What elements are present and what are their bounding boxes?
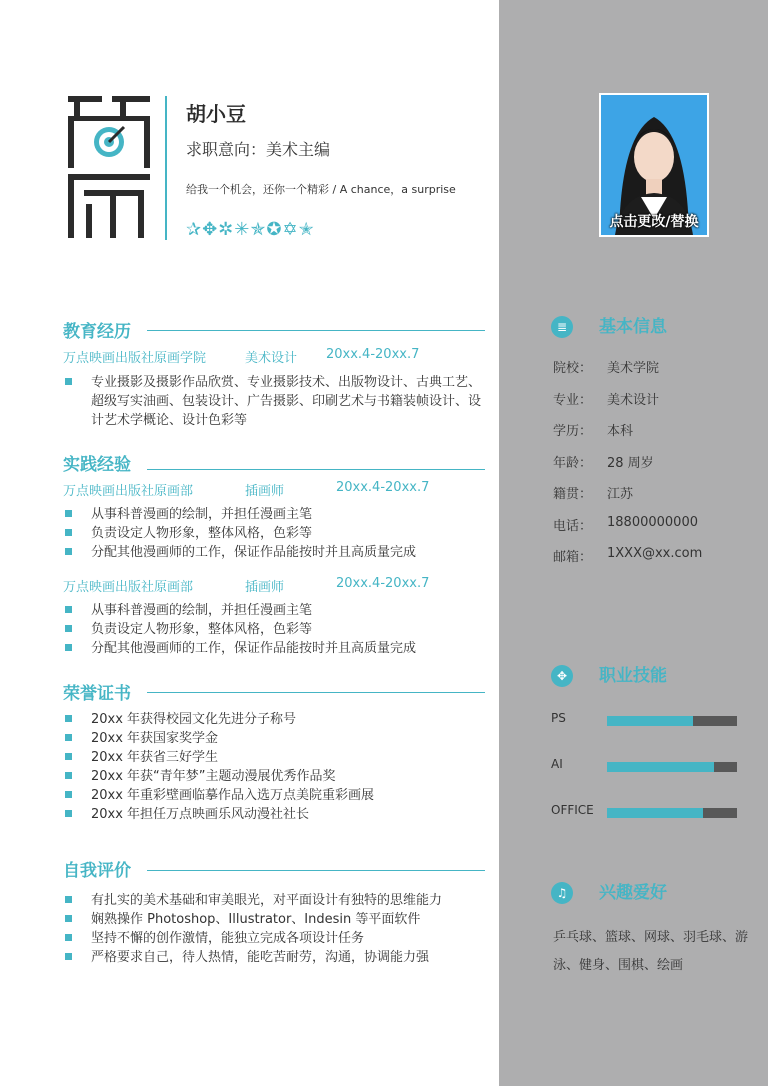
education-period: 20xx.4-20xx.7 [326,347,420,362]
skill-bar [607,808,737,818]
list-item: 20xx 年获“青年梦”主题动漫展优秀作品奖 [63,767,483,786]
practice-company: 万点映画出版社原画部 [63,484,194,499]
document-icon: ≣ [551,316,573,338]
honors-title: 荣誉证书 [63,684,131,704]
education-divider [147,330,485,331]
hobbies-title: 兴趣爱好 [599,883,667,903]
info-value: 1XXX@xx.com [607,546,703,561]
info-label: 院校： [553,361,593,376]
list-item: 从事科普漫画的绘制，并担任漫画主笔 [63,505,493,524]
puzzle-icon: ✥ [551,665,573,687]
info-value: 美术学院 [607,361,660,376]
practice-period: 20xx.4-20xx.7 [336,480,430,495]
candidate-name: 胡小豆 [186,102,246,126]
profile-photo[interactable] [599,93,709,237]
decorative-stars: ✰✥✲✳✯✪✡✭ [186,219,315,240]
practice-list [63,505,493,562]
skill-fill [607,762,714,772]
slogan: 给我一个机会，还你一个精彩 / A chance，a surprise [186,183,456,196]
list-item: 有扎实的美术基础和审美眼光，对平面设计有独特的思维能力 [63,891,493,910]
list-item: 20xx 年获国家奖学金 [63,729,483,748]
info-label: 电话： [553,519,593,534]
honors-list [63,710,483,824]
list-item: 负责设定人物形象，整体风格，色彩等 [63,620,493,639]
info-value: 美术设计 [607,393,660,408]
list-item: 娴熟操作 Photoshop、Illustrator、Indesin 等平面软件 [63,910,493,929]
info-label: 专业： [553,393,593,408]
self-eval-list [63,891,493,967]
self-eval-title: 自我评价 [63,861,131,881]
practice-title: 实践经验 [63,455,131,475]
skill-label: PS [551,711,566,725]
list-item: 分配其他漫画师的工作，保证作品能按时并且高质量完成 [63,543,493,562]
job-intent: 求职意向：美术主编 [186,140,331,159]
honors-divider [147,692,485,693]
header-divider [165,96,167,240]
info-label: 年龄： [553,456,593,471]
skills-title: 职业技能 [599,666,667,686]
education-title: 教育经历 [63,322,131,342]
list-item: 20xx 年获得校园文化先进分子称号 [63,710,483,729]
info-value: 本科 [607,424,634,439]
self-eval-divider [147,870,485,871]
headphones-icon: ♫ [551,882,573,904]
list-item: 专业摄影及摄影作品欣赏、专业摄影技术、出版物设计、古典工艺、超级写实油画、包装设计、广告摄影、印刷艺术与书籍装帧设计、设计艺术学概论、设计色彩等 [63,373,483,430]
list-item: 坚持不懈的创作激情，能独立完成各项设计任务 [63,929,493,948]
list-item: 20xx 年获省三好学生 [63,748,483,767]
info-value: 江苏 [607,487,634,502]
resume-logo-icon [66,94,152,240]
education-list [63,373,483,430]
info-label: 学历： [553,424,593,439]
education-school: 万点映画出版社原画学院 [63,351,207,366]
list-item: 负责设定人物形象，整体风格，色彩等 [63,524,493,543]
education-major: 美术设计 [245,351,298,366]
info-value: 28 周岁 [607,456,654,471]
list-item: 20xx 年重彩壁画临摹作品入选万点美院重彩画展 [63,786,483,805]
skill-bar [607,716,737,726]
skill-label: OFFICE [551,803,594,817]
basic-info-title: 基本信息 [599,317,667,337]
info-label: 邮箱： [553,550,593,565]
photo-replace-caption: 点击更改/替换 [609,214,699,230]
skill-fill [607,716,693,726]
practice-list [63,601,493,658]
list-item: 从事科普漫画的绘制，并担任漫画主笔 [63,601,493,620]
practice-divider [147,469,485,470]
list-item: 20xx 年担任万点映画乐风动漫社社长 [63,805,483,824]
practice-role: 插画师 [245,484,285,499]
skill-label: AI [551,757,563,771]
list-item: 分配其他漫画师的工作，保证作品能按时并且高质量完成 [63,639,493,658]
practice-company: 万点映画出版社原画部 [63,580,194,595]
info-label: 籍贯： [553,487,593,502]
skill-bar [607,762,737,772]
practice-period: 20xx.4-20xx.7 [336,576,430,591]
skill-fill [607,808,703,818]
hobbies-text: 乒乓球、篮球、网球、羽毛球、游泳、健身、围棋、绘画 [553,930,749,973]
list-item: 严格要求自己，待人热情，能吃苦耐劳，沟通，协调能力强 [63,948,493,967]
practice-role: 插画师 [245,580,285,595]
info-value: 18800000000 [607,515,698,530]
